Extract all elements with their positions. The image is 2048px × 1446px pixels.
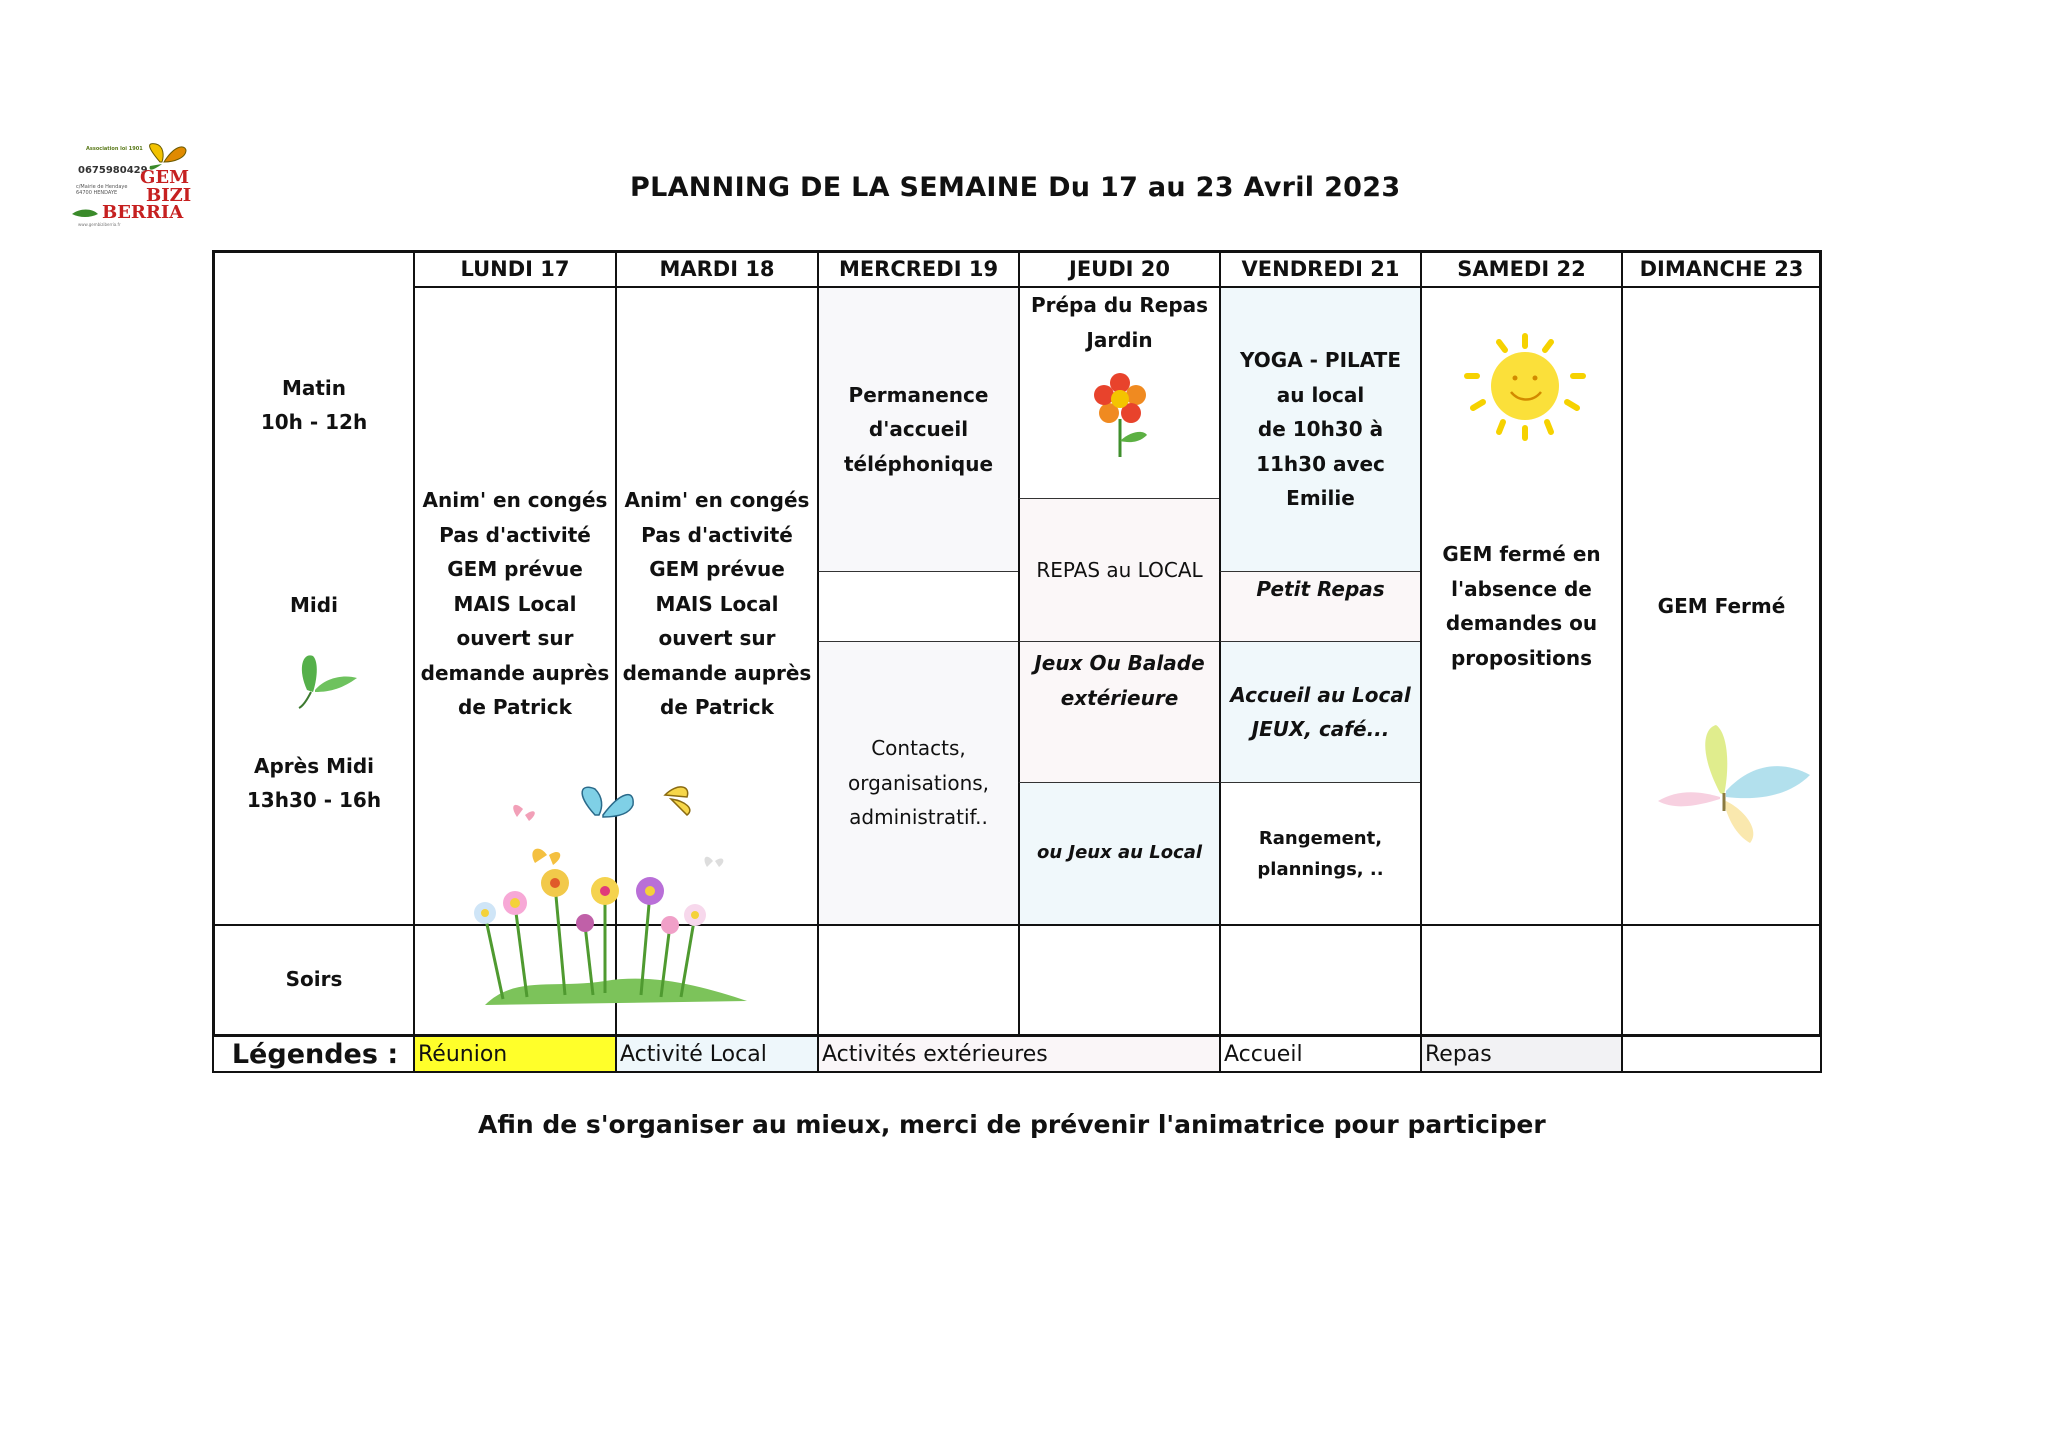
legend-accueil: Accueil (1219, 1035, 1420, 1073)
logo-word-gem: GEM (140, 167, 190, 188)
time-apres-midi-hours: 13h30 - 16h (246, 788, 382, 812)
mardi-line: Pas d'activité (641, 522, 793, 547)
jeudi-am2-cell: ou Jeux au Local (1018, 782, 1219, 924)
mercredi-matin-line: d'accueil (868, 417, 969, 442)
logo-butterfly-icon (140, 140, 200, 174)
logo-url: www.gembiziberria.fr (78, 222, 121, 227)
day-header-mercredi: MERCREDI 19 (817, 250, 1018, 288)
logo-word-bizi: BIZI (146, 185, 192, 206)
legend-activites-exterieures: Activités extérieures (817, 1035, 1219, 1073)
mercredi-midi-cell (817, 571, 1018, 641)
jeudi-midi-cell: REPAS au LOCAL (1018, 498, 1219, 641)
green-butterfly-icon (285, 648, 365, 710)
vendredi-am1-line: Accueil au Local (1230, 682, 1411, 707)
legend-empty-cell (1621, 1035, 1822, 1073)
lundi-line: demande auprès (420, 660, 610, 685)
mardi-line: demande auprès (622, 660, 812, 685)
mercredi-am-line: Contacts, (871, 736, 966, 761)
time-soirs: Soirs (285, 966, 343, 991)
jeudi-matin-cell (1018, 288, 1219, 498)
vendredi-matin-line: YOGA - PILATE (1240, 348, 1401, 373)
legend-repas: Repas (1420, 1035, 1621, 1073)
mardi-line: ouvert sur (658, 626, 776, 650)
day-header-lundi: LUNDI 17 (413, 250, 615, 288)
lundi-line: Anim' en congés (422, 488, 608, 512)
vendredi-matin-line: de 10h30 à (1257, 417, 1384, 442)
vendredi-matin-cell (1219, 288, 1420, 571)
mercredi-matin-line: Permanence (848, 382, 989, 407)
dimanche-day-cell: GEM Fermé (1621, 288, 1822, 924)
time-midi: Midi (290, 592, 338, 617)
logo-address: c/Mairie de Hendaye 64700 HENDAYE (76, 184, 128, 196)
jeudi-am1-line: Jeux Ou Balade (1034, 651, 1205, 675)
vendredi-am1-cell (1219, 641, 1420, 782)
lundi-line: ouvert sur (456, 626, 574, 650)
mercredi-am-line: administratif.. (849, 805, 988, 830)
rainbow-butterfly-icon (1640, 715, 1820, 855)
day-header-mardi: MARDI 18 (615, 250, 817, 288)
day-header-samedi: SAMEDI 22 (1420, 250, 1621, 288)
vendredi-matin-line: au local (1276, 382, 1365, 407)
vendredi-midi-cell: Petit Repas (1219, 571, 1420, 641)
mercredi-matin-line: téléphonique (843, 451, 994, 476)
jeudi-am1-cell (1018, 641, 1219, 782)
mardi-line: Anim' en congés (624, 488, 810, 512)
vendredi-am2-cell (1219, 782, 1420, 924)
time-matin-hours: 10h - 12h (260, 410, 368, 434)
flower-icon (1085, 369, 1155, 459)
vendredi-matin-line: 11h30 avec Emilie (1256, 451, 1385, 511)
vendredi-am1-line: JEUX, café... (1251, 717, 1390, 741)
page-title: PLANNING DE LA SEMAINE Du 17 au 23 Avril 2023 (630, 172, 1401, 203)
legend-reunion: Réunion (413, 1035, 615, 1073)
legend-activite-local: Activité Local (615, 1035, 817, 1073)
vendredi-am2-line: plannings, .. (1257, 858, 1384, 880)
jeudi-am1-line: extérieure (1060, 685, 1179, 710)
logo-word-berria: BERRIA (102, 202, 184, 223)
vendredi-soir-cell (1219, 924, 1420, 1035)
day-header-vendredi: VENDREDI 21 (1219, 250, 1420, 288)
logo-leaf-icon (70, 206, 100, 220)
mercredi-matin-cell (817, 288, 1018, 571)
samedi-line: l'absence de (1451, 576, 1592, 601)
jeudi-soir-cell (1018, 924, 1219, 1035)
logo-association: Association loi 1901 (86, 146, 143, 152)
garden-flowers-icon (455, 775, 765, 1015)
lundi-line: MAIS Local (453, 591, 577, 616)
day-header-jeudi: JEUDI 20 (1018, 250, 1219, 288)
mardi-line: GEM prévue (649, 557, 785, 581)
samedi-line: propositions (1450, 645, 1593, 670)
mercredi-am-line: organisations, (847, 770, 990, 795)
vendredi-am2-line: Rangement, (1258, 827, 1383, 849)
time-apres-midi-label: Après Midi (253, 753, 375, 778)
time-apres-midi (215, 748, 413, 818)
time-matin (215, 370, 413, 440)
samedi-line: demandes ou (1445, 611, 1598, 635)
samedi-line: GEM fermé en (1442, 542, 1601, 566)
mercredi-soir-cell (817, 924, 1018, 1035)
footer-note: Afin de s'organiser au mieux, merci de prévenir l'animatrice pour participer (478, 1110, 1546, 1139)
mardi-line: MAIS Local (655, 591, 779, 616)
logo-phone: 0675980429 (78, 165, 148, 176)
samedi-soir-cell (1420, 924, 1621, 1035)
lundi-line: de Patrick (458, 695, 572, 719)
dimanche-soir-cell (1621, 924, 1819, 1035)
sun-icon (1455, 330, 1595, 450)
jeudi-matin-line: Prépa du Repas (1030, 293, 1209, 317)
lundi-line: GEM prévue (447, 557, 583, 581)
time-matin-label: Matin (281, 375, 347, 400)
lundi-line: Pas d'activité (439, 522, 591, 547)
jeudi-matin-line: Jardin (1086, 327, 1153, 352)
mardi-line: de Patrick (660, 695, 774, 719)
day-header-dimanche: DIMANCHE 23 (1621, 250, 1822, 288)
mercredi-am-cell (817, 641, 1018, 924)
legend-title: Légendes : (212, 1035, 413, 1073)
gem-logo (70, 140, 220, 230)
